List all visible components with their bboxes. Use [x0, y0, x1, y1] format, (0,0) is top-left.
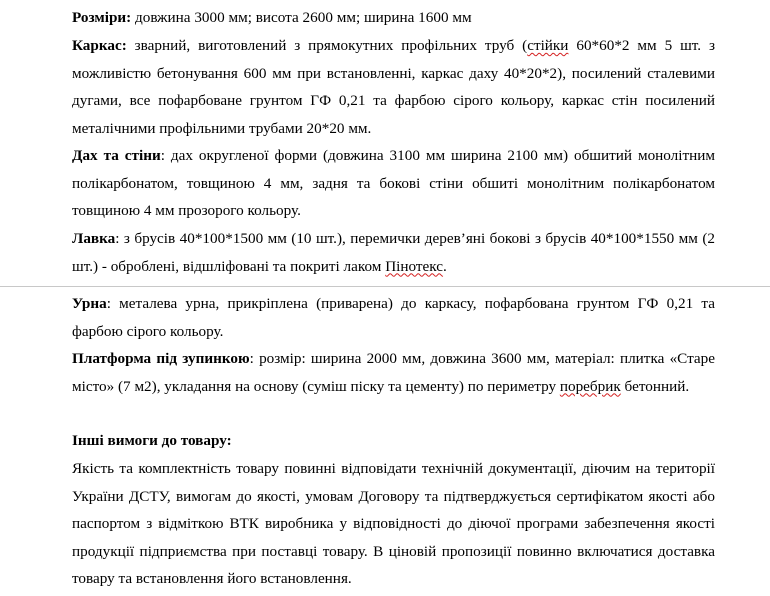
spellcheck-flagged-word[interactable]: поребрик [559, 377, 621, 395]
paragraph-other-requirements [72, 455, 715, 593]
document-page-2 [0, 287, 770, 596]
spellcheck-flagged-word[interactable]: Пінотекс [385, 257, 444, 275]
platform-text-before: : розмір: ширина 2000 мм, довжина 3600 мм, матеріал: плитка «Старе місто» (7 м2), укладання на основу (суміш піску та цементу) по периметру [72, 350, 715, 395]
other-text: Якість та комплектність товару повинні відповідати технічній документації, діючим на території України ДСТУ, вимогам до якості, умовам Договору та підтверджується сертифікатом якості або паспортом з відміткою ВТК виробника у відповідності до діючої програми забезпечення якості продукції підприємства при поставці товару. В ціновій пропозиції повинно включатися доставка товару та встановлення його встановлення. [72, 460, 715, 587]
paragraph-roof-walls [72, 142, 715, 225]
urn-label: Урна [72, 295, 107, 312]
sizes-text: довжина 3000 мм; висота 2600 мм; ширина 1600 мм [131, 9, 472, 26]
paragraph-bench [72, 225, 715, 280]
roof-text: : дах округленої форми (довжина 3100 мм ширина 2100 мм) обшитий монолітним полікарбонатом, товщиною 4 мм, задня та бокові стіни обшиті монолітним полікарбонатом товщиною 4 мм прозорого кольору. [72, 147, 715, 219]
other-heading: Інші вимоги до товару: [72, 432, 232, 449]
frame-text-before: зварний, виготовлений з прямокутних профільних труб ( [126, 37, 528, 54]
platform-label: Платформа під зупинкою [72, 350, 250, 367]
other-requirements-heading [72, 427, 715, 455]
frame-text-after: 60*60*2 мм 5 шт. з можливістю бетонування 600 мм при встановленні, каркас даху 40*20*2), посилений сталевими дугами, все пофарбоване грунтом ГФ 0,21 та фарбою сірого кольору, каркас стін посилений металічними профільними трубами 20*20 мм. [72, 37, 715, 137]
paragraph-urn [72, 290, 715, 345]
paragraph-frame [72, 32, 715, 142]
bench-text-after: . [443, 257, 447, 275]
roof-label: Дах та стіни [72, 147, 161, 164]
urn-text: : металева урна, прикріплена (приварена) до каркасу, пофарбована грунтом ГФ 0,21 та фарбою сірого кольору. [72, 295, 715, 340]
paragraph-sizes [72, 4, 715, 32]
spellcheck-flagged-word[interactable]: стійки [527, 37, 569, 54]
sizes-label: Розміри: [72, 9, 132, 26]
platform-text-after: бетонний. [620, 377, 690, 395]
frame-label: Каркас: [72, 37, 127, 54]
document-page-1 [0, 0, 770, 286]
paragraph-platform [72, 345, 715, 400]
bench-label: Лавка [72, 230, 116, 247]
bench-text-before: : з брусів 40*100*1500 мм (10 шт.), перемички дерев’яні бокові з брусів 40*100*1550 мм (2 шт.) - оброблені, відшліфовані та покриті лаком [72, 230, 715, 275]
